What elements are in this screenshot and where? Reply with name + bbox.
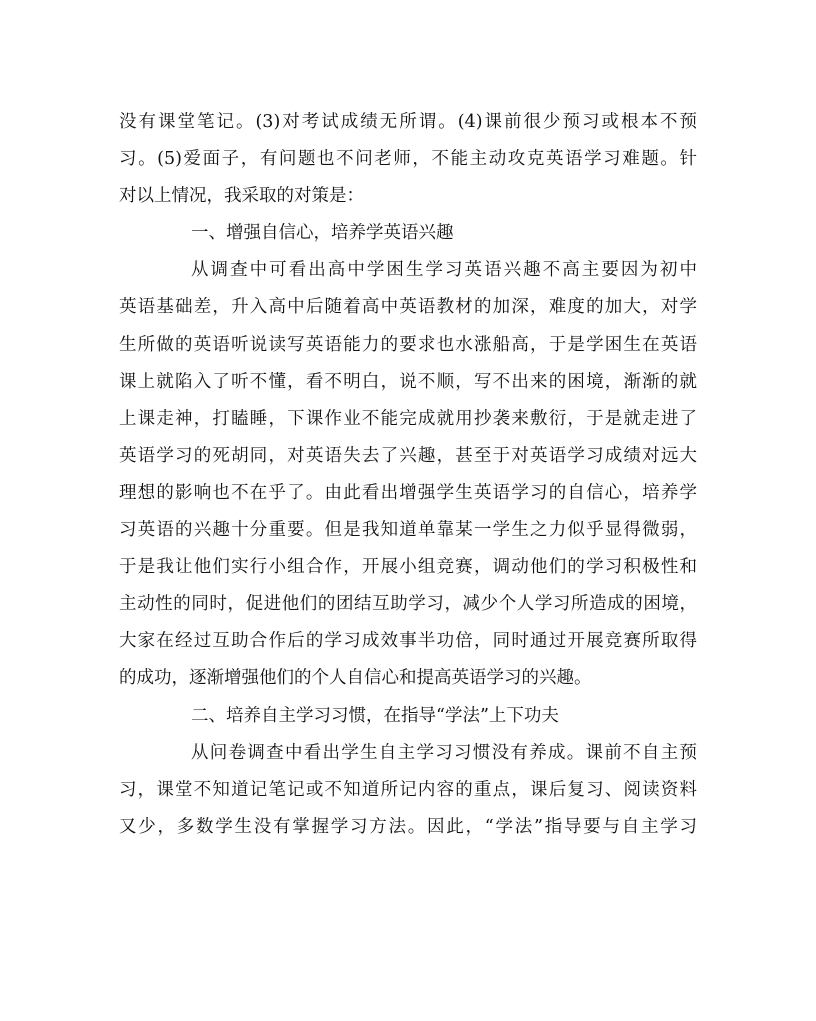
- text-line: 对以上情况，我采取的对策是：: [119, 186, 364, 207]
- text-line: 习英语的兴趣十分重要。但是我知道单靠某一学生之力似乎显得微弱，: [119, 520, 697, 541]
- paragraph-first-line: 从调查中可看出高中学困生学习英语兴趣不高主要因为初中: [191, 260, 697, 281]
- section-heading: 二、培养自主学习习惯，在指导“学法”上下功夫: [191, 705, 559, 726]
- text-line: 课上就陷入了听不懂，看不明白，说不顺，写不出来的困境，渐渐的就: [119, 371, 697, 392]
- text-line: 英语学习的死胡同，对英语失去了兴趣，甚至于对英语学习成绩对远大: [119, 445, 697, 466]
- text-line: 又少，多数学生没有掌握学习方法。因此，“学法”指导要与自主学习: [119, 816, 697, 837]
- paragraph-first-line: 从问卷调查中看出学生自主学习习惯没有养成。课前不自主预: [191, 742, 697, 763]
- text-line: 理想的影响也不在乎了。由此看出增强学生英语学习的自信心，培养学: [119, 482, 697, 503]
- text-line: 习，课堂不知道记笔记或不知道所记内容的重点，课后复习、阅读资料: [119, 779, 697, 800]
- text-line: 生所做的英语听说读写英语能力的要求也水涨船高，于是学困生在英语: [119, 334, 697, 355]
- text-line: 习。(5)爱面子，有问题也不问老师，不能主动攻克英语学习难题。针: [119, 149, 697, 170]
- document-body: [119, 104, 697, 846]
- text-line: 没有课堂笔记。(3)对考试成绩无所谓。(4)课前很少预习或根本不预: [119, 112, 697, 132]
- text-line: 大家在经过互助合作后的学习成效事半功倍，同时通过开展竞赛所取得: [119, 631, 697, 652]
- text-line: 于是我让他们实行小组合作，开展小组竞赛，调动他们的学习积极性和: [119, 557, 697, 578]
- text-line: 主动性的同时，促进他们的团结互助学习，减少个人学习所造成的困境，: [119, 594, 697, 615]
- section-heading: 一、增强自信心，培养学英语兴趣: [191, 223, 454, 244]
- text-line: 上课走神，打瞌睡，下课作业不能完成就用抄袭来敷衍，于是就走进了: [119, 408, 697, 429]
- text-line: 的成功，逐渐增强他们的个人自信心和提高英语学习的兴趣。: [119, 668, 592, 689]
- text-line: 英语基础差，升入高中后随着高中英语教材的加深，难度的加大，对学: [119, 297, 697, 318]
